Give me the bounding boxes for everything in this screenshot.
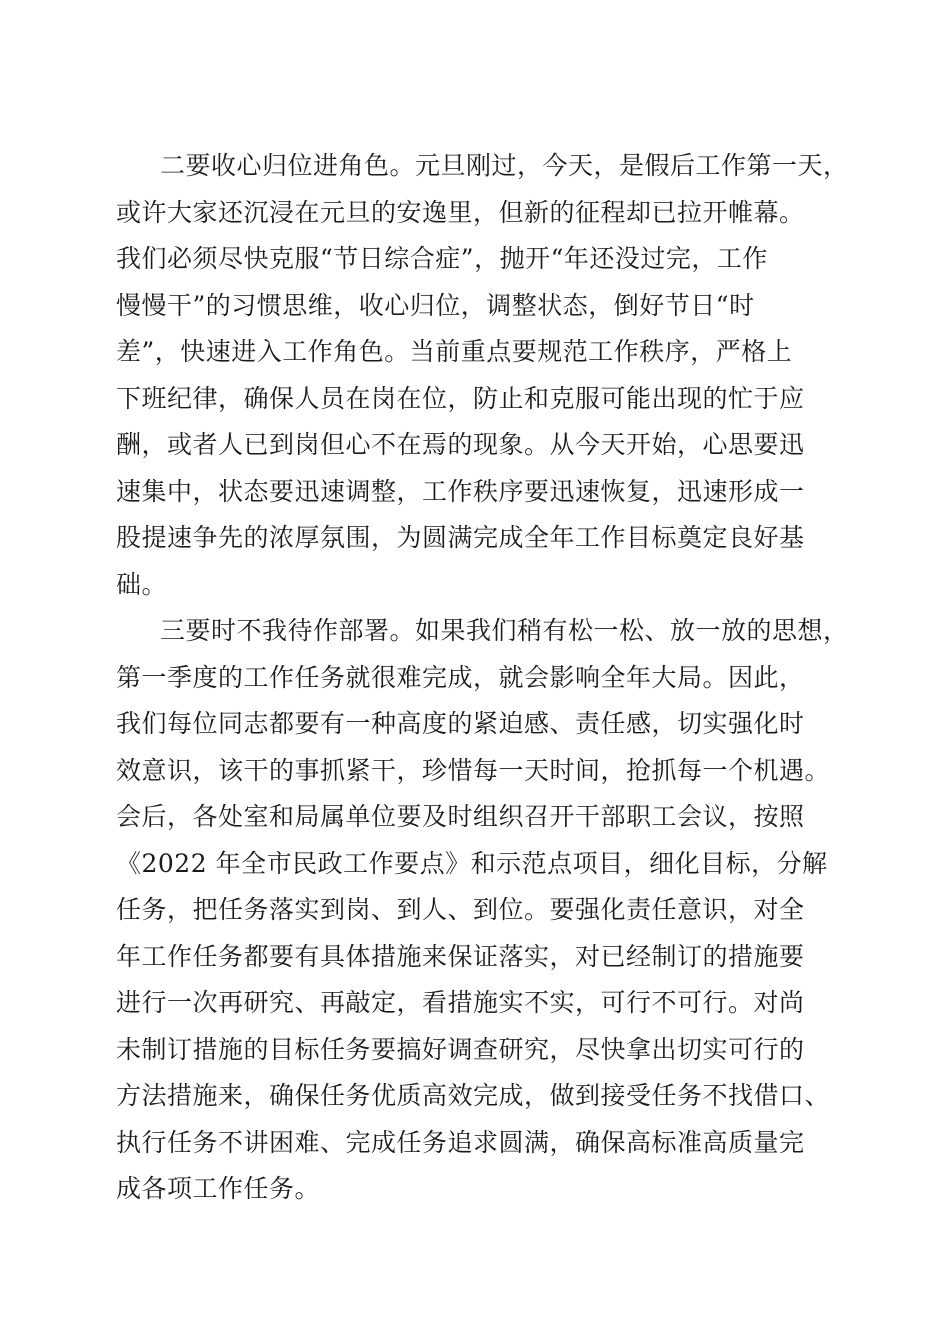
paragraph-line: 《2022 年全市民政工作要点》和示范点项目，细化目标，分解 <box>116 848 828 878</box>
paragraph-line: 成各项工作任务。 <box>116 1174 321 1203</box>
paragraph-line: 我们每位同志都要有一种高度的紧迫感、责任感，切实强化时 <box>116 709 805 738</box>
paragraph-line: 股提速争先的浓厚氛围，为圆满完成全年工作目标奠定良好基 <box>116 523 805 552</box>
paragraph-line: 方法措施来，确保任务优质高效完成，做到接受任务不找借口、 <box>116 1081 831 1110</box>
paragraph-line: 未制订措施的目标任务要搞好调查研究，尽快拿出切实可行的 <box>116 1034 805 1064</box>
paragraph-line: 第一季度的工作任务就很难完成，就会影响全年大局。因此， <box>116 662 805 692</box>
document-body <box>116 143 849 1213</box>
paragraph-line: 或许大家还沉浸在元旦的安逸里，但新的征程却已拉开帷幕。 <box>116 197 805 227</box>
paragraph-line: 下班纪律，确保人员在岗在位，防止和克服可能出现的忙于应 <box>116 383 805 413</box>
paragraph-line: 速集中，状态要迅速调整，工作秩序要迅速恢复，迅速形成一 <box>116 476 805 506</box>
paragraph-line: 年工作任务都要有具体措施来保证落实，对已经制订的措施要 <box>116 941 805 971</box>
paragraph-line: 三要时不我待作部署。如果我们稍有松一松、放一放的思想， <box>160 616 849 645</box>
paragraph-3 <box>116 608 849 1213</box>
paragraph-line: 二要收心归位进角色。元旦刚过，今天，是假后工作第一天， <box>160 151 849 180</box>
paragraph-line: 我们必须尽快克服“节日综合症”，抛开“年还没过完，工作 <box>116 244 768 273</box>
paragraph-line: 差”，快速进入工作角色。当前重点要规范工作秩序，严格上 <box>116 337 793 366</box>
paragraph-line: 慢慢干”的习惯思维，收心归位，调整状态，倒好节日“时 <box>116 290 755 320</box>
paragraph-line: 进行一次再研究、再敲定，看措施实不实，可行不可行。对尚 <box>116 988 805 1017</box>
paragraph-line: 会后，各处室和局属单位要及时组织召开干部职工会议，按照 <box>116 802 805 831</box>
paragraph-2 <box>116 143 849 608</box>
paragraph-line: 任务，把任务落实到岗、到人、到位。要强化责任意识，对全 <box>116 895 805 924</box>
paragraph-line: 执行任务不讲困难、完成任务追求圆满，确保高标准高质量完 <box>116 1127 805 1157</box>
paragraph-line: 效意识，该干的事抓紧干，珍惜每一天时间，抢抓每一个机遇。 <box>116 755 831 785</box>
paragraph-line: 酬，或者人已到岗但心不在焉的现象。从今天开始，心思要迅 <box>116 430 805 459</box>
paragraph-line: 础。 <box>116 569 168 599</box>
